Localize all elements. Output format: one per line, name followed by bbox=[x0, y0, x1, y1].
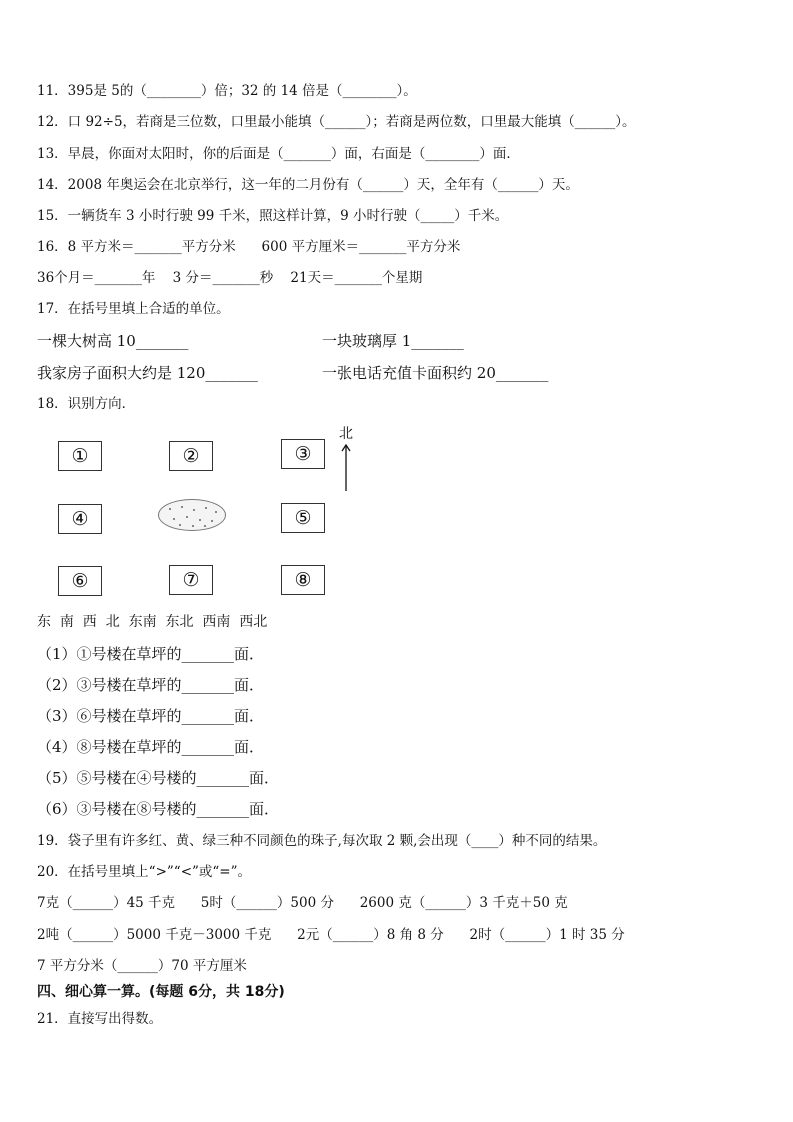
q18-sub-5: （5）⑤号楼在④号楼的_______面． bbox=[37, 769, 280, 787]
q20-row-1: 7克（______）45 千克 5时（______）500 分 2600 克（______）3 千克＋50 克 bbox=[37, 895, 568, 911]
q20-row-3: 7 平方分米（______）70 平方厘米 bbox=[37, 958, 247, 974]
north-label: 北 bbox=[339, 426, 353, 442]
question-18: 18．识别方向． bbox=[37, 396, 136, 412]
question-16-line1: 16．8 平方米＝_______平方分米 600 平方厘米＝_______平方分米 bbox=[37, 239, 461, 255]
q18-sub-3: （3）⑥号楼在草坪的_______面． bbox=[37, 707, 265, 725]
direction-options: 东 南 西 北 东南 东北 西南 西北 bbox=[37, 614, 268, 630]
question-17: 17．在括号里填上合适的单位。 bbox=[37, 301, 230, 317]
building-1: ① bbox=[58, 441, 102, 471]
question-16-line2: 36个月＝_______年 3 分＝_______秒 21天＝_______个星期 bbox=[37, 270, 423, 286]
building-4: ④ bbox=[58, 504, 102, 534]
q18-sub-4: （4）⑧号楼在草坪的_______面． bbox=[37, 738, 265, 756]
question-21: 21．直接写出得数。 bbox=[37, 1011, 163, 1027]
question-14: 14．2008 年奥运会在北京举行，这一年的二月份有（______）天，全年有（______）天。 bbox=[37, 177, 579, 193]
building-6: ⑥ bbox=[58, 566, 102, 596]
q17-glass-thickness: 一块玻璃厚 1_______ bbox=[322, 332, 464, 350]
question-19: 19．袋子里有许多红、黄、绿三种不同颜色的珠子,每次取 2 颗,会出现（____）种不同的结果。 bbox=[37, 833, 607, 849]
section-4-heading: 四、细心算一算。(每题 6分，共 18分) bbox=[37, 984, 285, 1000]
building-3: ③ bbox=[281, 439, 325, 469]
q18-sub-6: （6）③号楼在⑧号楼的_______面． bbox=[37, 800, 280, 818]
north-arrow-icon bbox=[339, 443, 353, 493]
question-15: 15．一辆货车 3 小时行驶 99 千米，照这样计算，9 小时行驶（_____）千米。 bbox=[37, 208, 509, 224]
q17-tree-height: 一棵大树高 10_______ bbox=[37, 332, 189, 350]
q18-sub-1: （1）①号楼在草坪的_______面． bbox=[37, 645, 265, 663]
building-2: ② bbox=[169, 441, 213, 471]
question-11: 11．395是 5的（________）倍；32 的 14 倍是（________）。 bbox=[37, 83, 417, 99]
q20-row-2: 2吨（______）5000 千克－3000 千克 2元（______）8 角 8 分 2时（______）1 时 35 分 bbox=[37, 927, 625, 943]
building-8: ⑧ bbox=[281, 565, 325, 595]
question-13: 13．早晨，你面对太阳时，你的后面是（_______）面，右面是（________）面． bbox=[37, 146, 520, 162]
q17-room-area: 我家房子面积大约是 120_______ bbox=[37, 364, 258, 382]
lawn bbox=[158, 499, 226, 531]
building-5: ⑤ bbox=[281, 503, 325, 533]
question-12: 12．口 92÷5，若商是三位数，口里最小能填（______）；若商是两位数，口里最大能填（______）。 bbox=[37, 114, 636, 130]
building-7: ⑦ bbox=[169, 565, 213, 595]
question-20: 20．在括号里填上“>”“<”或“=”。 bbox=[37, 864, 252, 880]
q18-sub-2: （2）③号楼在草坪的_______面． bbox=[37, 676, 265, 694]
q17-card-area: 一张电话充值卡面积约 20_______ bbox=[322, 364, 549, 382]
